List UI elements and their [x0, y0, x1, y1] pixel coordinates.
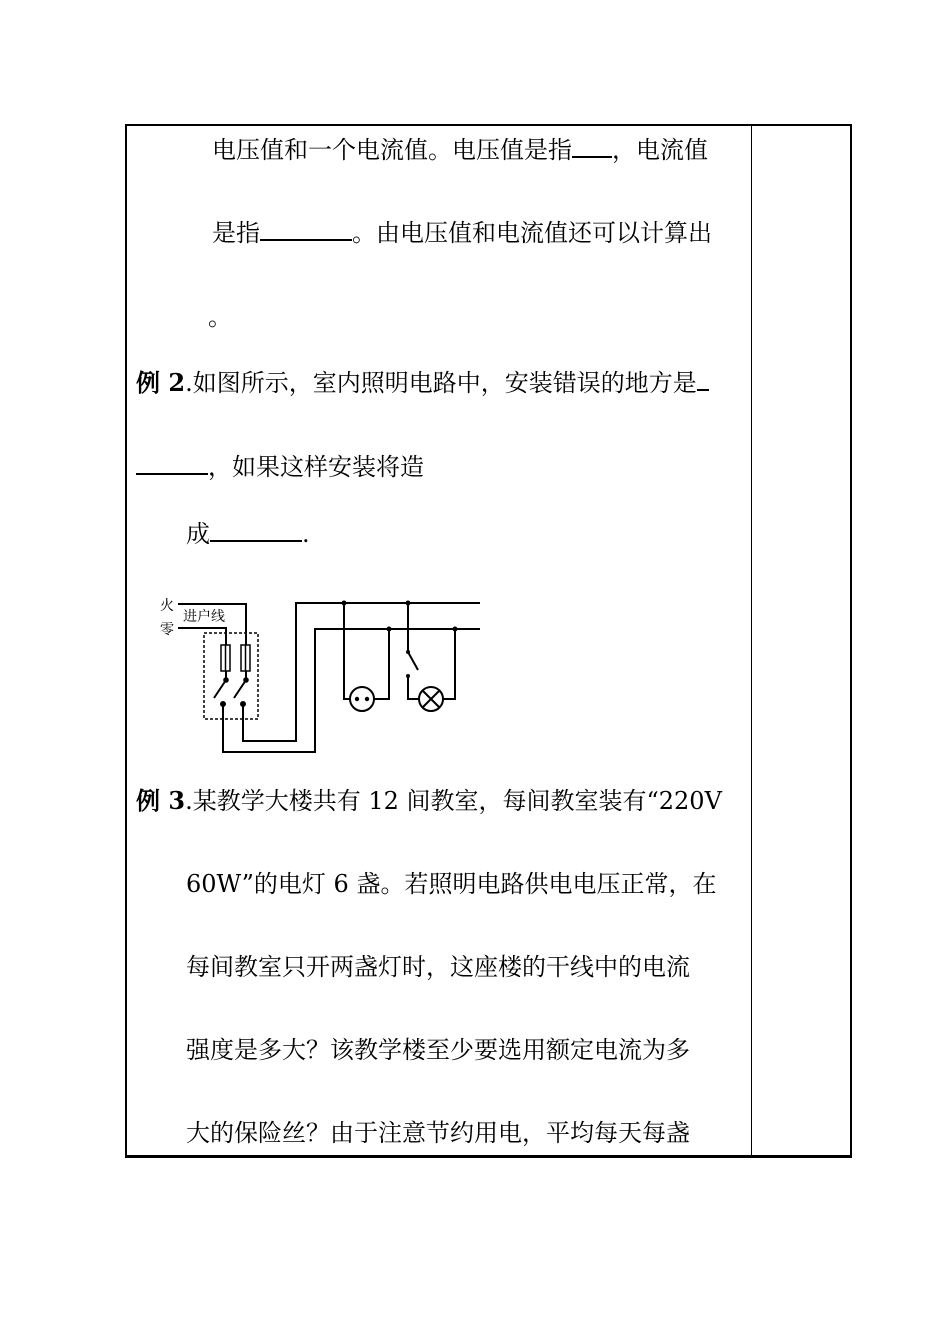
example2-line1: 例 2.如图所示，室内照明电路中，安装错误的地方是	[136, 367, 709, 398]
example2-line2: ，如果这样安装将造	[136, 451, 424, 482]
example2-label: 例 2	[136, 368, 186, 397]
example3-line4: 强度是多大？该教学楼至少要选用额定电流为多	[186, 1036, 690, 1064]
blank-error-start[interactable]	[697, 367, 709, 391]
fuses	[221, 645, 250, 671]
junction-dots	[342, 601, 458, 679]
example3-line5: 大的保险丝？由于注意节约用电，平均每天每盏	[186, 1119, 690, 1147]
example3-line2: 60W”的电灯 6 盏。若照明电路供电电压正常，在	[186, 870, 717, 898]
blank-voltage[interactable]	[572, 134, 612, 158]
main-switch	[214, 671, 248, 706]
label-service-line: 进户线	[183, 608, 225, 624]
label-neutral: 零	[160, 621, 174, 637]
label-live: 火	[160, 597, 174, 613]
house-wires	[223, 603, 480, 752]
example3-label: 例 3	[136, 786, 186, 815]
para1-line1: 电压值和一个电流值。电压值是指 ，电流值	[212, 136, 708, 164]
example3-line3: 每间教室只开两盏灯时，这座楼的干线中的电流	[186, 953, 690, 981]
circuit-diagram	[150, 592, 490, 758]
example3-line1: 例 3.某教学大楼共有 12 间教室，每间教室装有“220V	[136, 786, 722, 815]
column-divider	[751, 126, 752, 1156]
blank-consequence[interactable]	[210, 518, 302, 542]
lamp-branch	[408, 603, 455, 711]
para1-line3: 。	[208, 303, 232, 331]
socket-branch	[344, 603, 389, 711]
blank-current[interactable]	[260, 217, 352, 241]
example2-line3: 成 .	[186, 520, 310, 548]
blank-error-cont[interactable]	[136, 451, 208, 475]
para1-line2: 是指 。由电压值和电流值还可以计算出	[212, 219, 712, 247]
